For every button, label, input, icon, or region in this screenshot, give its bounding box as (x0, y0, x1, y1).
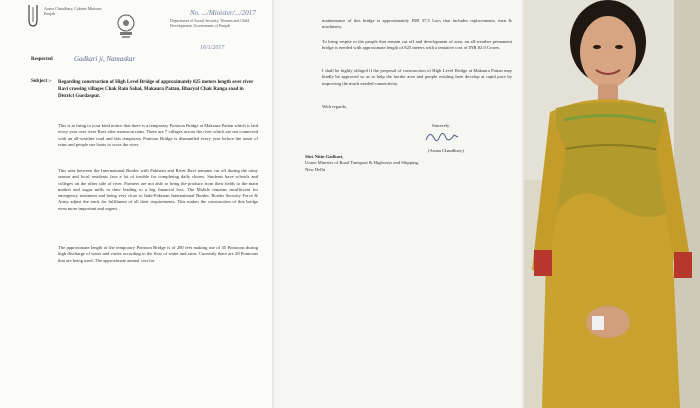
salutation: Respected (31, 57, 53, 62)
letter-paragraph: This area between the International Border with Pakistan and River Ravi remains cut off during the rainy season and local residents face a lot of trouble for completing daily chores. Students have schools and colleges on the other side of river. Farmers are not able to bring the produce from their fields to the main market and sugar mills in time leading to a big financial loss. The Mobile remains insufficient for emergency treatment and being very close to Indo-Pakistan International Border, Border Security Force & Army adjust the track for fulfilment of all their requirements. This makes the construction of this bridge even more important and urgent. (58, 168, 258, 211)
letter-paragraph: I shall be highly obliged if the proposal of construction of High Level Bridge at Makaura Pattan may kindly be approved so as to help the border area and people residing here develop at rapid pace by improving the much needed connectivity. (322, 68, 512, 86)
letter-paragraph: The approximate length of the temporary Pontoon Bridge is of 280 feet making use of 35 Pontoons during high discharge of water and varies according to the flow of water and rains. Currently there are 28 Pontoons that are being used. The approximate annual cost for (58, 245, 258, 263)
salutation-handwritten: Gadkari ji, Namaskar (74, 55, 136, 63)
portrait-photo (524, 0, 700, 408)
recipient-name: Shri Nitin Gadkari, (305, 154, 344, 159)
recipient-address (305, 154, 425, 173)
letter-page-2 (274, 0, 522, 408)
subject-label: Subject :- (31, 79, 52, 84)
recipient-title: Union Minister of Road Transport & Highways and Shipping, New Delhi (305, 160, 419, 172)
subject-text: Regarding construction of High Level Bridge of approximately 825 meters length over river Ravi crossing villages Chak Ram Sahai, Makaura Pattan, Bharyal Chak Ranga road in District Gurdaspur. (58, 80, 254, 99)
letter-paragraph: This is to bring to your kind notice that there is a temporary Pontoon Bridge at Makaura Pattan which is laid every year over river Ravi after monsoon rains. There are 7 villages across the river which are not connected with an all-weather road and this temporary Pontoon Bridge is dismantled every year before the onset of rains and people use boats to cross the river. (58, 123, 258, 147)
letter-paragraph: To bring respite to the people that remain cut off and development of area, an all-weather permanent bridge is needed with approximate length of 825 meters with a tentative cost of INR 82.0 Crores. (322, 39, 512, 51)
portrait-illustration (524, 0, 700, 408)
closing-regards: With regards, (322, 104, 347, 109)
letter-date: 16/1/2017 (200, 45, 225, 51)
reference-number: No. .../Minister/.../2017 (190, 9, 256, 17)
closing-sincerely: Sincerely (432, 123, 450, 128)
signature-icon (424, 128, 460, 146)
signatory-name: (Aruna Chaudhary) (428, 148, 464, 153)
letterhead-department: Department of Social Security, Women and Child Development, Government of Punjab (170, 18, 250, 28)
letterhead-sender: Aruna Chaudhary, Cabinet Minister, Punjab (44, 6, 103, 16)
letter-page-1 (0, 0, 272, 408)
letterhead-logo-icon (27, 4, 39, 28)
state-emblem-icon (114, 12, 138, 42)
letter-paragraph: maintenance of this bridge is approximately INR 37.5 Lacs that includes replacements, men & machinery. (322, 18, 512, 30)
